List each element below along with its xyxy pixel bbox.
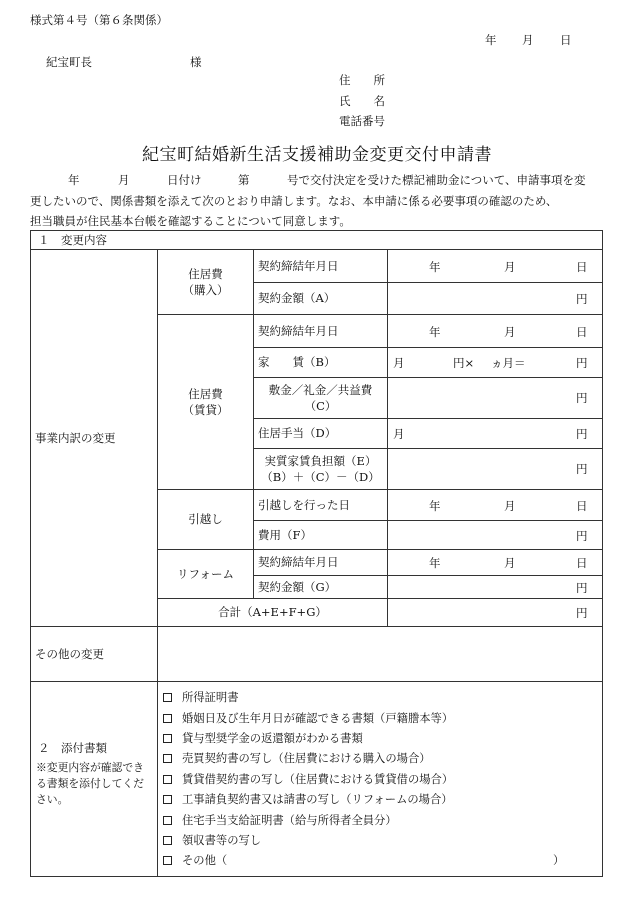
actual-rent-unit: 円 [576, 462, 588, 476]
deposit-label [254, 377, 387, 418]
moving-cost-label: 費用（F） [258, 527, 312, 542]
intro-line2: 更したいので、関係書類を添えて次のとおり申請します。なお、本申請に係る必要事項の確認のため、 [30, 194, 558, 208]
housing-rent-label [158, 314, 253, 489]
attachment-item-label: 住宅手当支給証明書（給与所得者全員分） [182, 814, 397, 827]
intro-year: 年 [68, 173, 80, 187]
reform-year: 年 [429, 556, 441, 570]
checkbox-icon[interactable] [163, 734, 172, 743]
checkbox-icon[interactable] [163, 836, 172, 845]
deposit-label-1: 敷金／礼金／共益費 [268, 382, 373, 397]
housing-purchase-label-1: 住居費 [188, 266, 223, 281]
rent-contract-date-label: 契約締結年月日 [258, 323, 339, 338]
allowance-label: 住居手当（D） [258, 426, 337, 440]
allowance-unit: 円 [576, 427, 588, 441]
purchase-month: 月 [504, 260, 516, 274]
attachment-item[interactable] [163, 791, 453, 807]
attachment-item[interactable] [163, 730, 363, 746]
section1-header: １ 変更内容 [38, 232, 107, 247]
actual-rent-label-1: 実質家賃負担額（E） [264, 453, 377, 468]
rent-months-equals: ヵ月＝ [491, 356, 526, 370]
moving-date-label: 引越しを行った日 [258, 497, 350, 512]
moving-label: 引越し [188, 512, 223, 526]
rent-contract-month: 月 [504, 325, 516, 339]
rent-yen-times: 円× [453, 356, 475, 370]
attachment-item-label: 婚姻日及び生年月日が確認できる書類（戸籍謄本等） [182, 712, 454, 725]
address-label: 住 所 [339, 73, 385, 87]
reform-amount-unit: 円 [576, 581, 588, 595]
honorific: 様 [190, 55, 202, 69]
form-number: 様式第４号（第６条関係） [30, 13, 168, 27]
reform-amount-label: 契約金額（G） [258, 579, 337, 594]
date-day: 日 [560, 33, 572, 47]
rent-contract-day: 日 [576, 325, 588, 339]
phone-label: 電話番号 [339, 114, 385, 128]
attachment-item-label: 賃貸借契約書の写し（住居費における賃貸借の場合） [182, 773, 454, 786]
other-change-label: その他の変更 [35, 646, 104, 661]
intro-line3: 担当職員が住民基本台帳を確認することについて同意します。 [30, 214, 351, 228]
reform-day: 日 [576, 556, 588, 570]
housing-rent-label-2: （賃貸） [182, 402, 229, 417]
col-line [387, 249, 388, 626]
attachment-item[interactable] [163, 689, 239, 705]
rent-label: 家 賃（B） [258, 355, 336, 369]
checkbox-icon[interactable] [163, 693, 172, 702]
allowance-month: 月 [393, 427, 405, 441]
attachment-item-label: 所得証明書 [182, 691, 239, 704]
date-year: 年 [485, 33, 497, 47]
table-border-bottom [30, 876, 603, 877]
checkbox-icon[interactable] [163, 775, 172, 784]
attachments-note: ※変更内容が確認できる書類を添付してください。 [36, 761, 144, 806]
purchase-contract-date-label: 契約締結年月日 [258, 258, 339, 273]
table-border-right [602, 230, 603, 877]
checkbox-icon[interactable] [163, 795, 172, 804]
attachment-item[interactable] [163, 710, 453, 726]
deposit-label-2: （C） [304, 398, 337, 413]
purchase-amount-label: 契約金額（A） [258, 291, 336, 305]
checkbox-icon[interactable] [163, 816, 172, 825]
addressee: 紀宝町長 [46, 55, 92, 69]
rent-contract-year: 年 [429, 325, 441, 339]
attachment-item-label: その他（ [182, 854, 228, 867]
checkbox-icon[interactable] [163, 856, 172, 865]
attachment-item-label: 工事請負契約書又は請書の写し（リフォームの場合） [182, 793, 453, 806]
moving-cost-unit: 円 [576, 529, 588, 543]
intro-day-dated: 日付け [167, 173, 202, 187]
name-label: 氏 名 [339, 94, 385, 108]
moving-day: 日 [576, 499, 588, 513]
row-line [30, 681, 603, 682]
intro-month: 月 [118, 173, 130, 187]
actual-rent-label-2: （B）＋（C）－（D） [261, 469, 380, 484]
attachment-item[interactable] [163, 852, 227, 868]
attachments-label: ２ 添付書類 [38, 741, 107, 755]
intro-dai: 第 [238, 173, 250, 187]
intro-line1: 号で交付決定を受けた標記補助金について、申請事項を変 [287, 173, 586, 187]
checkbox-icon[interactable] [163, 714, 172, 723]
housing-purchase-label-2: （購入） [182, 282, 229, 297]
attachment-item-label: 貸与型奨学金の返還額がわかる書類 [182, 732, 363, 745]
total-label: 合計（A+E+F+G） [218, 605, 327, 619]
housing-rent-label-1: 住居費 [188, 386, 223, 401]
attachment-item-label: 領収書等の写し [182, 834, 262, 847]
attachment-item[interactable] [163, 812, 397, 828]
housing-purchase-label [158, 249, 253, 314]
business-change-label: 事業内訳の変更 [35, 430, 116, 445]
other-close-paren: ） [553, 853, 565, 867]
reform-month: 月 [504, 556, 516, 570]
reform-label: リフォーム [177, 566, 234, 581]
moving-month: 月 [504, 499, 516, 513]
total-unit: 円 [576, 606, 588, 620]
checkbox-icon[interactable] [163, 754, 172, 763]
date-month: 月 [522, 33, 534, 47]
reform-date-label: 契約締結年月日 [258, 555, 339, 569]
purchase-amount-unit: 円 [576, 292, 588, 306]
purchase-year: 年 [429, 260, 441, 274]
rent-month: 月 [393, 356, 405, 370]
attachment-item[interactable] [163, 771, 453, 787]
attachment-item[interactable] [163, 750, 431, 766]
actual-rent-label [254, 448, 387, 489]
attachment-item-label: 売買契約書の写し（住居費における購入の場合） [182, 752, 431, 765]
rent-unit: 円 [576, 356, 588, 370]
document-title: 紀宝町結婚新生活支援補助金変更交付申請書 [142, 145, 492, 165]
attachment-item[interactable] [163, 832, 261, 848]
deposit-unit: 円 [576, 391, 588, 405]
moving-year: 年 [429, 499, 441, 513]
purchase-day: 日 [576, 260, 588, 274]
